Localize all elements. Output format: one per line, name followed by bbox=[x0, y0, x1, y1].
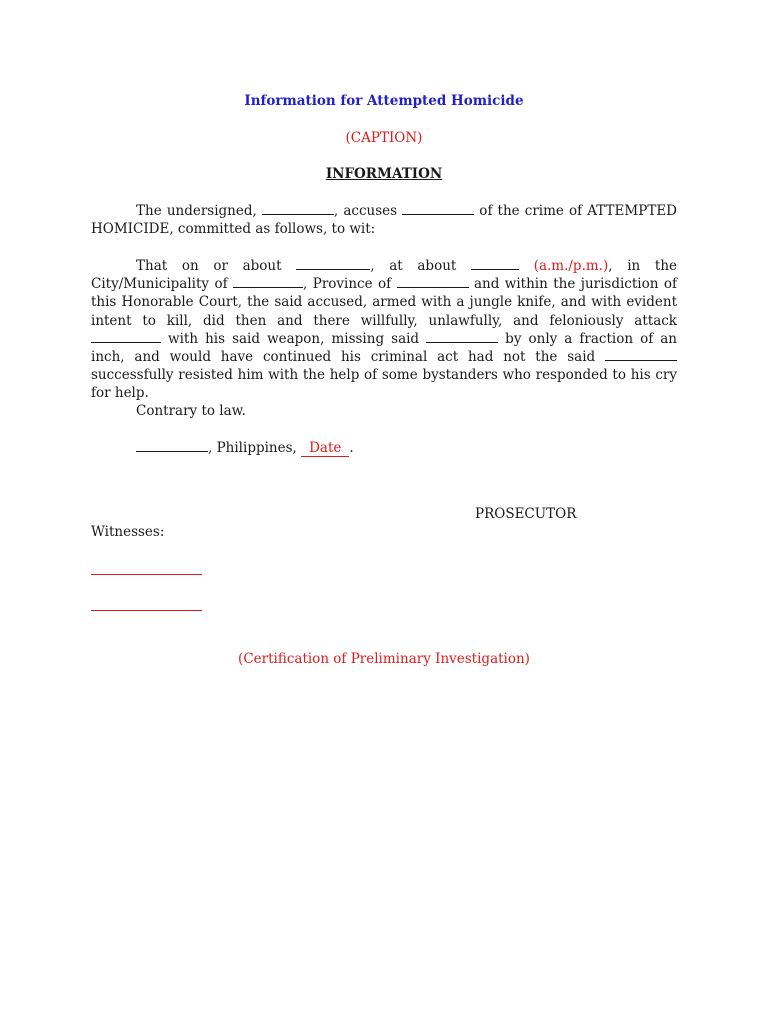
para2-text-3: , in the City/Municipality of bbox=[91, 258, 678, 293]
para2-text-7: by only a fraction of an inch, and would have continued his criminal act had not the said bbox=[91, 330, 677, 366]
para2-text-6: with his said weapon, missing said bbox=[161, 330, 427, 347]
paragraph-accusation bbox=[91, 202, 677, 238]
para2-text-5: and within the jurisdiction of this Honorable Court, the said accused, armed with a jungle knife, and with evident intent to kill, did then and there willfully, unlawfully, and feloniously attack bbox=[91, 276, 677, 329]
undersigned-blank[interactable] bbox=[262, 202, 334, 215]
para1-text-3: of the crime of ATTEMPTED HOMICIDE, committed as follows, to wit: bbox=[91, 203, 678, 238]
date-field[interactable]: Date bbox=[301, 440, 349, 457]
caption-placeholder: (CAPTION) bbox=[345, 130, 423, 146]
accused-blank[interactable] bbox=[402, 202, 474, 215]
para2-text-1: That on or about bbox=[136, 258, 297, 274]
place-blank[interactable] bbox=[136, 439, 208, 452]
prosecutor-label: PROSECUTOR bbox=[475, 506, 577, 522]
victim-blank-1[interactable] bbox=[91, 330, 161, 343]
certification-placeholder: (Certification of Preliminary Investigation) bbox=[238, 651, 530, 667]
paragraph-facts bbox=[91, 257, 677, 403]
time-hint: (a.m./p.m.) bbox=[533, 258, 609, 274]
witnesses-label: Witnesses: bbox=[91, 524, 165, 540]
para2-text-2: , at about bbox=[370, 258, 471, 274]
para1-text-2: , accuses bbox=[333, 203, 403, 219]
province-blank[interactable] bbox=[397, 275, 469, 288]
victim-blank-3[interactable] bbox=[605, 348, 677, 361]
contrary-to-law: Contrary to law. bbox=[136, 403, 246, 419]
place-date-line bbox=[91, 439, 677, 457]
date-blank[interactable] bbox=[296, 257, 370, 270]
document-title: Information for Attempted Homicide bbox=[244, 93, 524, 109]
city-blank[interactable] bbox=[233, 275, 303, 288]
para1-text-1: The undersigned, bbox=[136, 203, 262, 219]
place-text-2: . bbox=[349, 440, 354, 456]
witness-line-1[interactable] bbox=[91, 574, 202, 575]
para2-text-4: , Province of bbox=[303, 276, 397, 293]
information-heading: INFORMATION bbox=[325, 166, 443, 182]
time-blank[interactable] bbox=[471, 257, 519, 270]
para2-text-8: successfully resisted him with the help of some bystanders who responded to his cry for help. bbox=[91, 367, 677, 402]
witness-line-2[interactable] bbox=[91, 610, 202, 611]
place-text-1: , Philippines, bbox=[208, 440, 302, 456]
victim-blank-2[interactable] bbox=[426, 330, 498, 343]
